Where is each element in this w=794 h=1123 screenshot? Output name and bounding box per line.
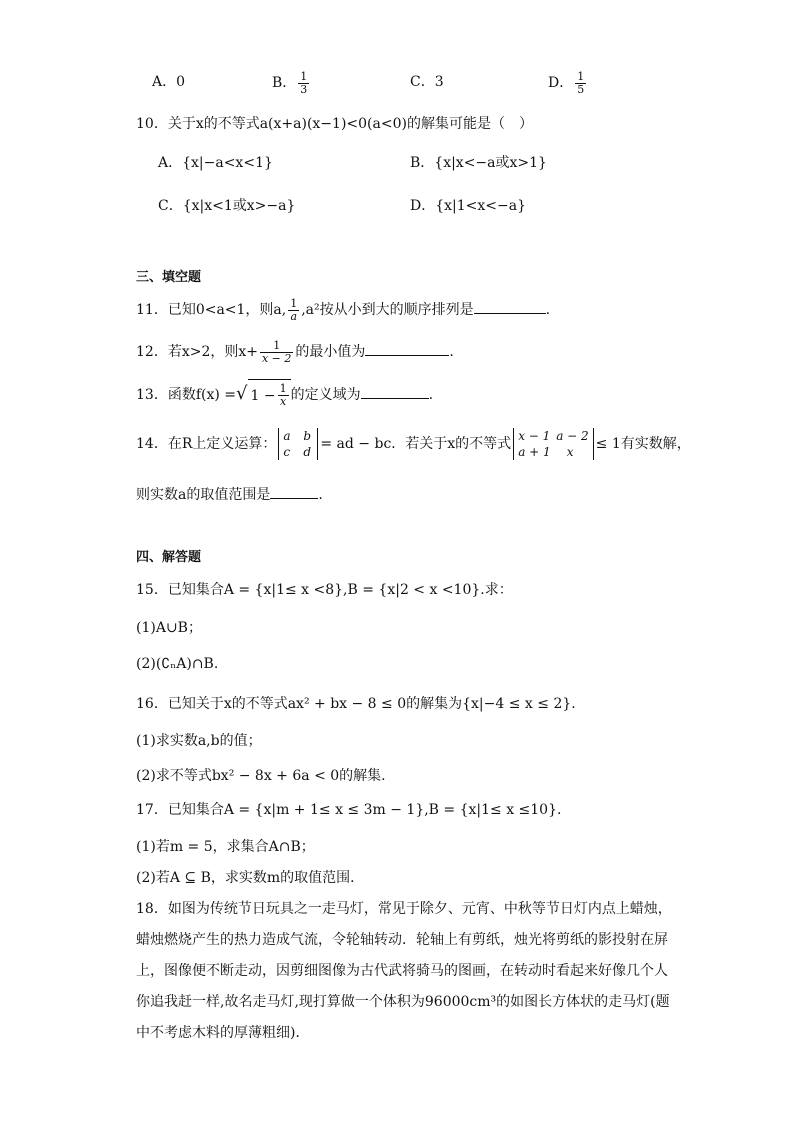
q11-fraction: $\frac{1}{a}$ bbox=[290, 296, 298, 323]
q14-line2-text: 则实数a的取值范围是 bbox=[136, 487, 271, 503]
q18-line-1: 18．如图为传统节日玩具之一走马灯，常见于除夕、元宵、中秋等节日灯内点上蜡烛， bbox=[136, 901, 672, 917]
q10-option-a: A．{x|−a<x<1} bbox=[158, 155, 273, 171]
q11-answer-blank[interactable] bbox=[474, 299, 546, 314]
q9-option-d bbox=[548, 66, 588, 100]
q9-option-b bbox=[272, 66, 311, 100]
q10-option-c: C．{x|x<1或x>−a} bbox=[158, 198, 296, 214]
q12-end: . bbox=[449, 344, 454, 360]
q10-option-d: D．{x|1<x<−a} bbox=[410, 198, 526, 214]
q11 bbox=[136, 294, 550, 326]
q18-line-2: 蜡烛燃烧产生的热力造成气流，令轮轴转动．轮轴上有剪纸，烛光将剪纸的影投射在屏 bbox=[136, 932, 668, 948]
q15-part-1: (1)A∪B； bbox=[136, 620, 202, 636]
q11-end: . bbox=[545, 302, 551, 318]
q16-part-2: (2)求不等式bx² − 8x + 6a < 0的解集. bbox=[136, 768, 386, 784]
section-4-heading: 四、解答题 bbox=[136, 550, 202, 565]
q12-text-pre: 12．若x>2，则x+ bbox=[136, 344, 258, 360]
q13 bbox=[136, 378, 433, 412]
q18-line-4: 你追我赶一样,故名走马灯,现打算做一个体积为96000cm³的如图长方体状的走马灯(题 bbox=[136, 994, 670, 1010]
q14-text-post: ≤ 1有实数解， bbox=[595, 436, 691, 452]
q15-part-2: (2)(∁ₙA)∩B. bbox=[136, 656, 219, 672]
q12-text-post: 的最小值为 bbox=[295, 344, 366, 360]
q17-part-2: (2)若A ⊆ B，求实数m的取值范围． bbox=[136, 870, 365, 886]
q16-stem: 16．已知关于x的不等式ax² + bx − 8 ≤ 0的解集为{x|−4 ≤ x ≤ 2}. bbox=[136, 696, 576, 712]
q9-option-a: A．0 bbox=[152, 74, 186, 90]
sqrt-symbol: √ bbox=[236, 383, 248, 404]
q14-determinant-2: x − 1 a − 2 a + 1 x bbox=[513, 428, 593, 460]
q13-text-post: 的定义域为 bbox=[290, 387, 361, 403]
q9-option-d-label: D． bbox=[548, 75, 574, 91]
q9-option-b-label: B． bbox=[272, 75, 297, 91]
q10-option-b: B．{x|x<−a或x>1} bbox=[410, 155, 547, 171]
q12-fraction: $\frac{1}{x - 2}$ bbox=[261, 338, 292, 365]
q9-option-c: C．3 bbox=[410, 74, 444, 90]
q11-text-pre: 11．已知0<a<1，则a, bbox=[136, 302, 287, 318]
q14-text-pre: 14．在R上定义运算： bbox=[136, 436, 277, 452]
q10-stem: 10．关于x的不等式a(x+a)(x−1)<0(a<0)的解集可能是（ ） bbox=[136, 116, 533, 132]
q14-text-mid: = ad − bc．若关于x的不等式 bbox=[320, 436, 512, 452]
q13-text-pre: 13．函数f(x) = bbox=[136, 387, 236, 403]
q11-text-post: ,a²按从小到大的顺序排列是 bbox=[301, 302, 474, 318]
q17-stem: 17．已知集合A = {x|m + 1≤ x ≤ 3m − 1},B = {x|1≤ x ≤10}. bbox=[136, 802, 562, 818]
q13-radicand bbox=[248, 379, 290, 412]
q12-answer-blank[interactable] bbox=[365, 341, 449, 356]
q9-option-b-fraction: $\frac{1}{3}$ bbox=[300, 69, 308, 96]
q14-line2-end: . bbox=[318, 487, 323, 503]
q13-fraction: $\frac{1}{x}$ bbox=[279, 382, 287, 408]
section-3-heading: 三、填空题 bbox=[136, 270, 202, 285]
q14-determinant-1: a b c d bbox=[278, 428, 318, 460]
q13-answer-blank[interactable] bbox=[361, 384, 429, 399]
q16-part-1: (1)求实数a,b的值； bbox=[136, 733, 262, 749]
q12 bbox=[136, 336, 454, 368]
q17-part-1: (1)若m = 5，求集合A∩B； bbox=[136, 839, 315, 855]
q18-line-5: 中不考虑木料的厚薄粗细)． bbox=[136, 1025, 310, 1041]
q14 bbox=[136, 424, 691, 464]
q18-line-3: 上，图像便不断走动，因剪细图像为古代武将骑马的图画，在转动时看起来好像几个人 bbox=[136, 963, 668, 979]
q14-answer-blank[interactable] bbox=[270, 484, 318, 499]
q13-radicand-text: 1 − bbox=[250, 387, 276, 404]
q14-line2 bbox=[136, 484, 323, 505]
q15-stem: 15．已知集合A = {x|1≤ x <8},B = {x|2 < x <10}.求： bbox=[136, 582, 513, 598]
q13-end: . bbox=[428, 387, 434, 403]
q9-option-d-fraction: $\frac{1}{5}$ bbox=[577, 69, 585, 96]
